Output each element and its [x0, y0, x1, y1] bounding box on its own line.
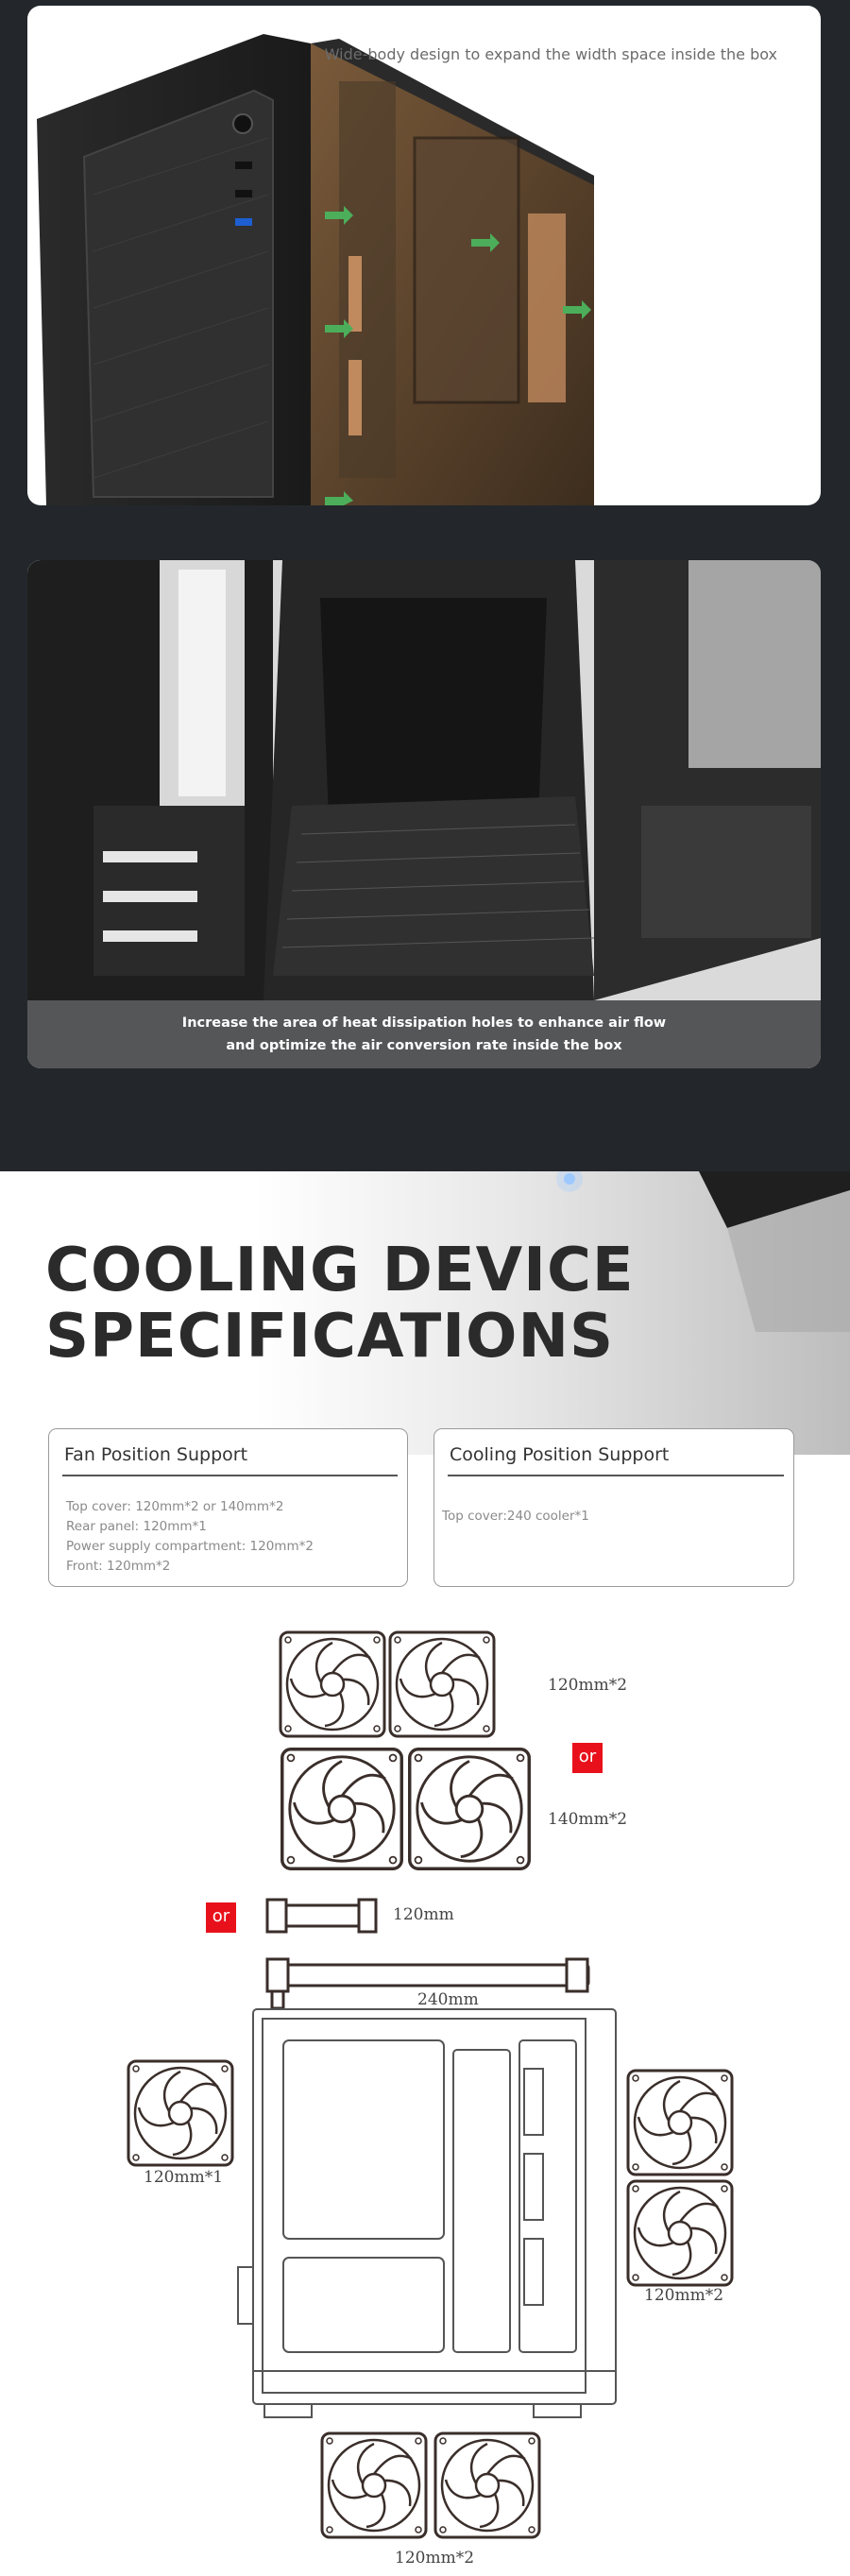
wide-body-caption: Wide-body design to expand the width space inside the box	[324, 45, 777, 63]
fan-icon	[628, 2071, 732, 2175]
fan-box-lines	[66, 1497, 314, 1577]
fan-icon	[322, 2433, 426, 2537]
fan-icon	[435, 2433, 539, 2537]
cooling-box-divider	[448, 1475, 784, 1476]
wide-body-feature-card	[27, 6, 821, 505]
fan-icon	[282, 1749, 402, 1869]
fan-spec-line: Power supply compartment: 120mm*2	[66, 1539, 314, 1554]
title-line-2: SPECIFICATIONS	[45, 1302, 615, 1372]
cooling-spec-line: Top cover:240 cooler*1	[442, 1509, 589, 1524]
cooling-position-support-box	[434, 1428, 794, 1587]
label-140x2: 140mm*2	[548, 1810, 628, 1829]
fan-icon	[128, 2061, 232, 2165]
fan-icon	[628, 2181, 732, 2285]
heat-caption-line-1: Increase the area of heat dissipation holes to enhance air flow	[181, 1015, 667, 1031]
case-outline-icon	[238, 2009, 616, 2417]
fan-spec-line: Rear panel: 120mm*1	[66, 1519, 207, 1534]
cooling-box-lines	[442, 1507, 589, 1527]
cooling-spec-section	[0, 1171, 850, 2576]
label-radiator-240mm: 240mm	[417, 1990, 479, 2009]
fan-layout-diagram	[0, 1625, 850, 2576]
page-title	[45, 1237, 635, 1370]
label-radiator-120mm: 120mm	[393, 1905, 454, 1924]
heat-dissipation-caption	[27, 1000, 821, 1068]
fan-box-title: Fan Position Support	[64, 1444, 248, 1465]
label-top-120x2: 120mm*2	[548, 1676, 628, 1695]
fan-spec-line: Top cover: 120mm*2 or 140mm*2	[66, 1499, 284, 1514]
radiator-120-icon	[267, 1900, 376, 1932]
fan-icon	[280, 1632, 384, 1736]
case-interior-photo	[27, 560, 821, 1000]
title-line-1: COOLING DEVICE	[45, 1236, 635, 1305]
label-rear-120x1: 120mm*1	[144, 2168, 224, 2187]
dark-feature-section	[0, 0, 850, 1171]
heat-caption-line-2: and optimize the air conversion rate inside the box	[226, 1038, 622, 1053]
case-wide-body-photo	[27, 6, 821, 505]
fan-icon	[410, 1749, 530, 1869]
or-badge: or	[572, 1743, 603, 1773]
cooling-box-title: Cooling Position Support	[450, 1444, 670, 1465]
label-front-120x2: 120mm*2	[644, 2286, 724, 2305]
or-badge: or	[206, 1902, 236, 1933]
fan-spec-line: Front: 120mm*2	[66, 1559, 171, 1574]
fan-icon	[390, 1632, 494, 1736]
label-bottom-120x2: 120mm*2	[395, 2549, 475, 2567]
heat-dissipation-feature-card	[27, 560, 821, 1068]
fan-position-support-box	[48, 1428, 408, 1587]
fan-box-divider	[62, 1475, 398, 1476]
fan-layout-drawing	[0, 1625, 850, 2576]
